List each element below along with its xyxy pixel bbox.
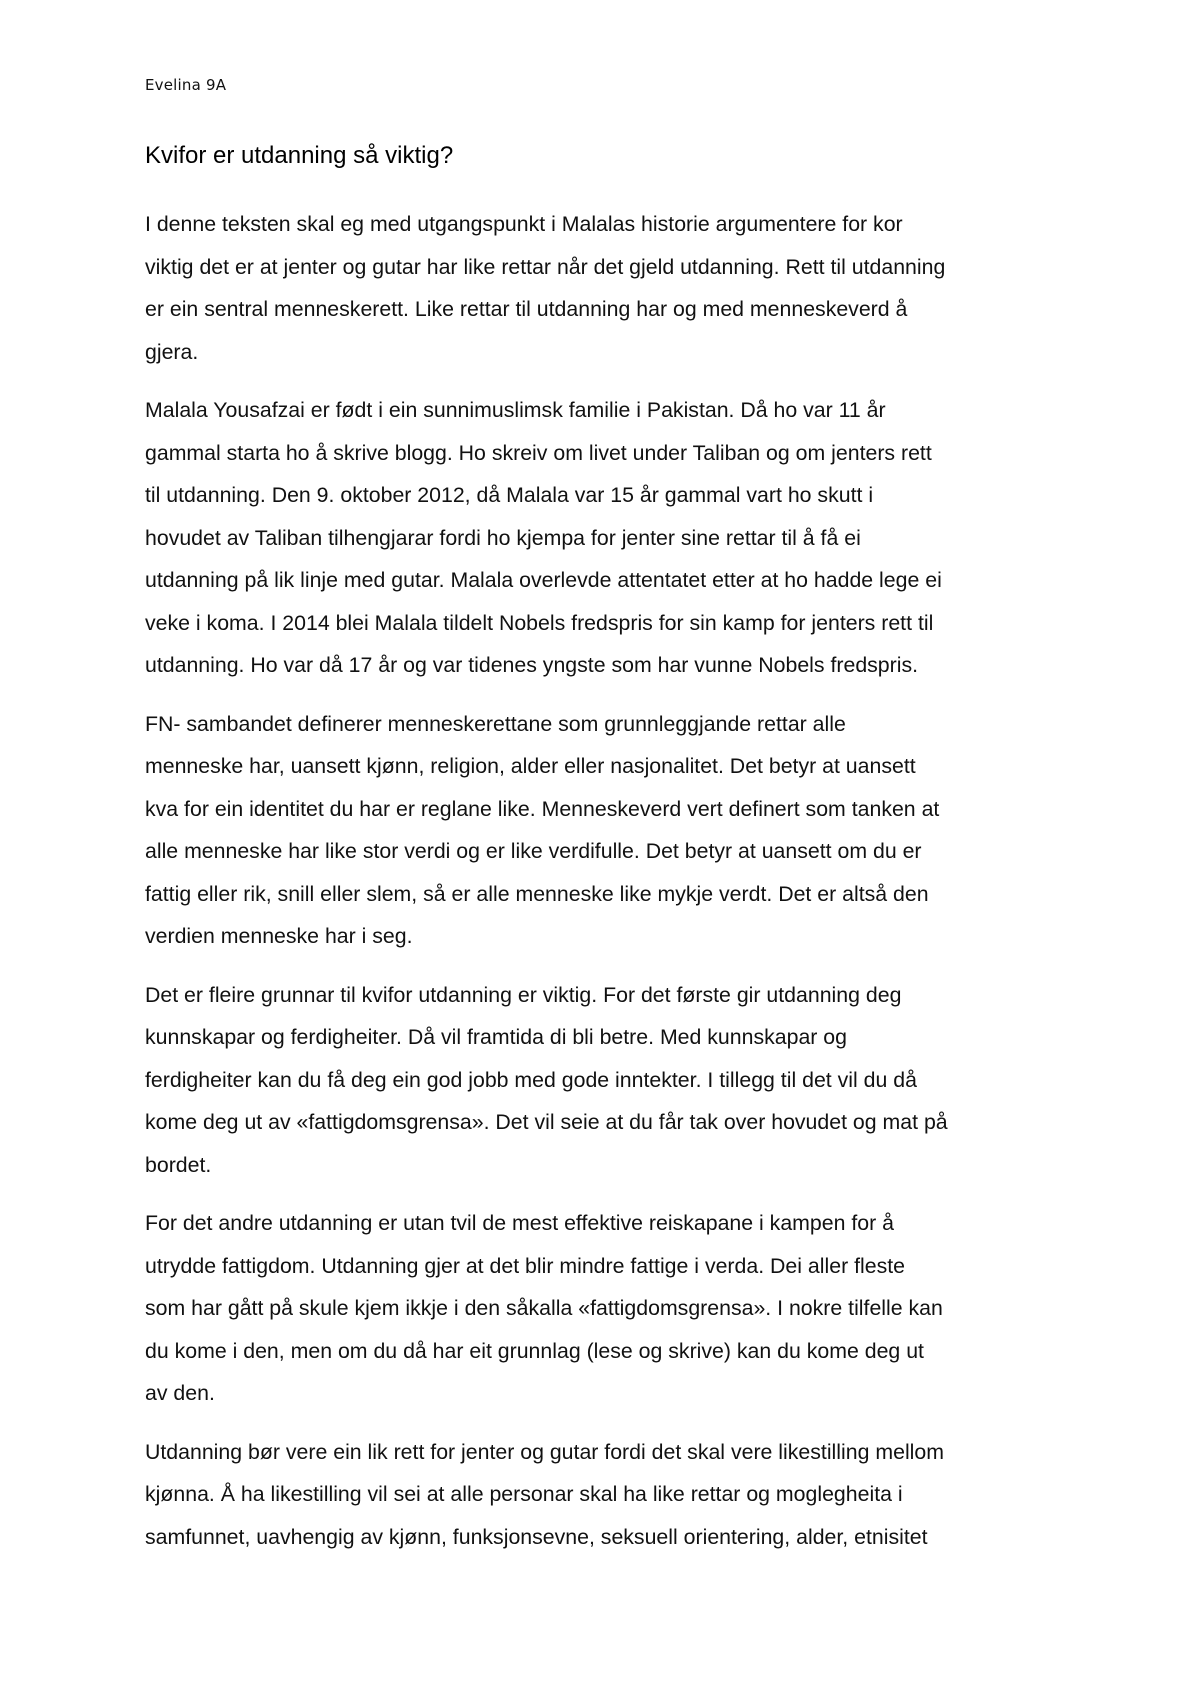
text-line: bordet.	[145, 1152, 212, 1177]
text-line: kva for ein identitet du har er reglane like. Menneskeverd vert definert som tanken at	[145, 796, 940, 821]
text-line: utrydde fattigdom. Utdanning gjer at det blir mindre fattige i verda. Dei aller fleste	[145, 1253, 905, 1278]
text-line: verdien menneske har i seg.	[145, 924, 413, 948]
paragraph-intro	[145, 203, 1065, 373]
document-body	[145, 203, 1065, 1574]
text-line: For det andre utdanning er utan tvil de mest effektive reiskapane i kampen for å	[145, 1211, 894, 1235]
document-title: Kvifor er utdanning så viktig?	[145, 142, 454, 169]
text-line: utdanning. Ho var då 17 år og var tidenes yngste som har vunne Nobels fredspris.	[145, 653, 919, 677]
text-line: av den.	[145, 1381, 215, 1405]
paragraph-human-rights	[145, 703, 1065, 958]
paragraph-equality	[145, 1431, 1065, 1559]
text-line: som har gått på skule kjem ikkje i den såkalla «fattigdomsgrensa». I nokre tilfelle kan	[145, 1296, 943, 1320]
paragraph-first-reason	[145, 974, 1065, 1187]
text-line: du kome i den, men om du då har eit grunnlag (lese og skrive) kan du kome deg ut	[145, 1338, 924, 1363]
paragraph-malala-story	[145, 389, 1065, 687]
text-line: samfunnet, uavhengig av kjønn, funksjonsevne, seksuell orientering, alder, etnisitet	[145, 1524, 928, 1549]
text-line: veke i koma. I 2014 blei Malala tildelt Nobels fredspris for sin kamp for jenters rett til	[145, 610, 934, 635]
text-line: viktig det er at jenter og gutar har like rettar når det gjeld utdanning. Rett til utdanning	[145, 254, 946, 279]
text-line: gjera.	[145, 339, 199, 364]
text-line: er ein sentral menneskerett. Like rettar til utdanning har og med menneskeverd å	[145, 297, 908, 321]
text-line: ferdigheiter kan du få deg ein god jobb med gode inntekter. I tillegg til det vil du då	[145, 1067, 917, 1092]
paragraph-second-reason	[145, 1202, 1065, 1415]
text-line: til utdanning. Den 9. oktober 2012, då Malala var 15 år gammal vart ho skutt i	[145, 483, 874, 507]
author-header: Evelina 9A	[145, 76, 227, 94]
text-line: menneske har, uansett kjønn, religion, alder eller nasjonalitet. Det betyr at uansett	[145, 754, 916, 778]
text-line: kjønna. Å ha likestilling vil sei at alle personar skal ha like rettar og moglegheita i	[145, 1482, 903, 1506]
text-line: utdanning på lik linje med gutar. Malala overlevde attentatet etter at ho hadde lege ei	[145, 568, 942, 592]
text-line: Det er fleire grunnar til kvifor utdanning er viktig. For det første gir utdanning deg	[145, 982, 902, 1007]
text-line: gammal starta ho å skrive blogg. Ho skreiv om livet under Taliban og om jenters rett	[145, 440, 932, 465]
text-line: I denne teksten skal eg med utgangspunkt i Malalas historie argumentere for kor	[145, 212, 903, 236]
text-line: FN- sambandet definerer menneskerettane som grunnleggjande rettar alle	[145, 711, 846, 736]
text-line: hovudet av Taliban tilhengjarar fordi ho kjempa for jenter sine rettar til å få ei	[145, 525, 861, 550]
text-line: kunnskapar og ferdigheiter. Då vil framtida di bli betre. Med kunnskapar og	[145, 1025, 847, 1049]
text-line: fattig eller rik, snill eller slem, så er alle menneske like mykje verdt. Det er altså den	[145, 881, 929, 906]
text-line: Utdanning bør vere ein lik rett for jenter og gutar fordi det skal vere likestilling mellom	[145, 1439, 944, 1464]
text-line: Malala Yousafzai er født i ein sunnimuslimsk familie i Pakistan. Då ho var 11 år	[145, 398, 886, 422]
text-line: kome deg ut av «fattigdomsgrensa». Det vil seie at du får tak over hovudet og mat på	[145, 1110, 948, 1134]
text-line: alle menneske har like stor verdi og er like verdifulle. Det betyr at uansett om du er	[145, 839, 922, 863]
